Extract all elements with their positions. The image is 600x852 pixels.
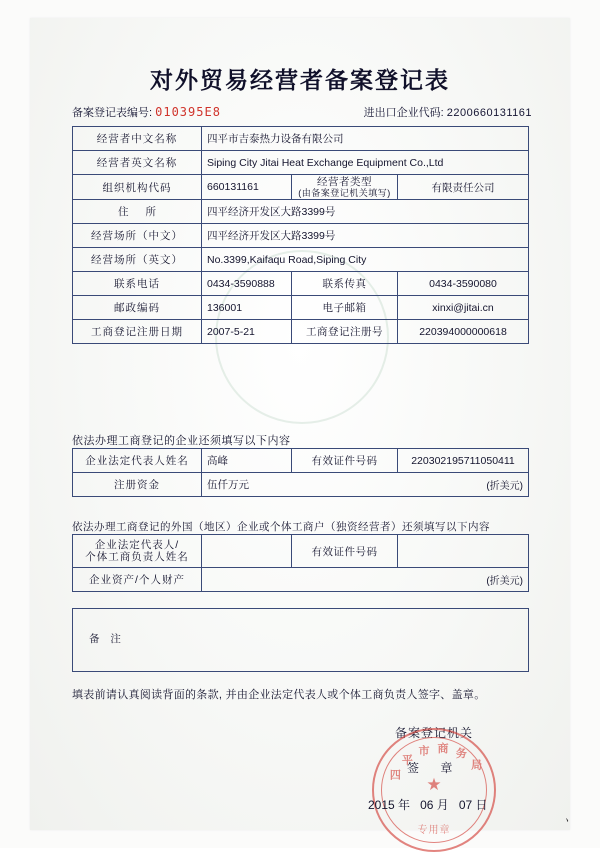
authority-line: 备案登记机关 <box>395 726 474 740</box>
seal-char-6: 局 <box>471 758 483 772</box>
date-year: 2015 <box>368 798 395 812</box>
record-no-group <box>72 104 221 120</box>
date-year-unit: 年 <box>398 798 411 812</box>
table-row-name-cn <box>73 127 529 151</box>
value-fax: 0434-3590080 <box>398 272 529 296</box>
foreign-table <box>72 534 529 592</box>
label-place-cn: 经营场所（中文） <box>73 224 202 248</box>
label-tel: 联系电话 <box>73 272 202 296</box>
table-row-org-code <box>73 175 529 200</box>
date-month-unit: 月 <box>436 798 449 812</box>
signature-line: 签 章 <box>407 761 462 775</box>
value-email: xinxi@jitai.cn <box>398 296 529 320</box>
seal-char-4: 商 <box>437 742 449 756</box>
seal-char-2: 平 <box>401 753 413 767</box>
section-note-domestic: 依法办理工商登记的企业还须填写以下内容 <box>72 435 291 447</box>
seal-char-3: 市 <box>418 744 430 758</box>
import-export-code-value: 2200660131161 <box>446 107 532 119</box>
table-row-capital <box>73 473 529 497</box>
table-row-place-en <box>73 248 529 272</box>
table-row-address <box>73 200 529 224</box>
label-assets: 企业资产/个人财产 <box>73 568 202 592</box>
section-note-foreign: 依法办理工商登记的外国（地区）企业或个体工商户（独资经营者）还须填写以下内容 <box>72 521 490 533</box>
label-id-no: 有效证件号码 <box>292 449 398 473</box>
seal-bottom-text: 专用章 <box>417 825 451 836</box>
label-place-en: 经营场所（英文） <box>73 248 202 272</box>
value-reg-date: 2007-5-21 <box>202 320 292 344</box>
date-line <box>368 796 488 813</box>
table-row-foreign-legal-rep <box>73 535 529 568</box>
seal-char-5: 务 <box>455 747 467 761</box>
value-foreign-id-no <box>398 535 529 568</box>
table-row-assets <box>73 568 529 592</box>
value-place-cn: 四平经济开发区大路3399号 <box>202 224 529 248</box>
label-email: 电子邮箱 <box>292 296 398 320</box>
label-foreign-id-no: 有效证件号码 <box>292 535 398 568</box>
label-capital: 注册资金 <box>73 473 202 497</box>
value-assets-cell <box>202 568 529 592</box>
label-org-code: 组织机构代码 <box>73 175 202 200</box>
table-row-name-en <box>73 151 529 175</box>
assets-unit: (折美元) <box>486 576 523 587</box>
label-legal-rep: 企业法定代表人姓名 <box>73 449 202 473</box>
value-reg-no: 220394000000618 <box>398 320 529 344</box>
label-postcode: 邮政编码 <box>73 296 202 320</box>
table-row-postcode-email <box>73 296 529 320</box>
value-capital-cell <box>202 473 529 497</box>
label-operator-type-line1: 经营者类型 <box>317 176 372 188</box>
seal-char-1: 四 <box>389 768 401 782</box>
table-row-legal-rep <box>73 449 529 473</box>
label-reg-date: 工商登记注册日期 <box>73 320 202 344</box>
label-foreign-legal-rep <box>73 535 202 568</box>
label-name-cn: 经营者中文名称 <box>73 127 202 151</box>
value-name-cn: 四平市吉泰热力设备有限公司 <box>202 127 529 151</box>
pen-mark: 、 <box>563 809 580 827</box>
value-tel: 0434-3590888 <box>202 272 292 296</box>
value-operator-type: 有限责任公司 <box>398 175 529 200</box>
value-legal-rep: 高峰 <box>202 449 292 473</box>
capital-unit: (折美元) <box>486 481 523 492</box>
label-operator-type <box>292 175 398 200</box>
main-form-table <box>72 126 529 344</box>
value-org-code: 660131161 <box>202 175 292 200</box>
subheader <box>72 104 532 120</box>
table-row-reg <box>73 320 529 344</box>
page-title: 对外贸易经营者备案登记表 <box>150 68 450 94</box>
remark-label: 备 注 <box>89 633 125 645</box>
value-name-en: Siping City Jitai Heat Exchange Equipment Co.,Ltd <box>202 151 529 175</box>
import-export-code-group <box>364 104 532 120</box>
value-postcode: 136001 <box>202 296 292 320</box>
record-no-value: 010395E8 <box>155 105 221 119</box>
label-operator-type-line2: (由备案登记机关填写) <box>298 188 391 199</box>
remark-box <box>72 608 529 672</box>
label-foreign-legal-rep-line1: 企业法定代表人/ <box>94 538 180 551</box>
label-fax: 联系传真 <box>292 272 398 296</box>
value-id-no: 220302195711050411 <box>398 449 529 473</box>
domestic-table <box>72 448 529 497</box>
label-foreign-legal-rep-line2: 个体工商负责人姓名 <box>85 551 189 563</box>
import-export-code-label: 进出口企业代码: <box>363 107 444 119</box>
signature-block <box>395 724 473 776</box>
value-place-en: No.3399,Kaifaqu Road,Siping City <box>202 248 529 272</box>
table-row-place-cn <box>73 224 529 248</box>
seal-star-icon: ★ <box>426 775 442 795</box>
date-month: 06 <box>420 798 434 812</box>
table-row-tel-fax <box>73 272 529 296</box>
date-day: 07 <box>458 798 473 812</box>
date-day-unit: 日 <box>475 798 488 812</box>
label-name-en: 经营者英文名称 <box>73 151 202 175</box>
footer-note: 填表前请认真阅读背面的条款, 并由企业法定代表人或个体工商负责人签字、盖章。 <box>72 689 486 701</box>
record-no-label: 备案登记表编号: <box>72 107 153 119</box>
value-capital: 伍仟万元 <box>207 479 249 491</box>
label-address: 住 所 <box>73 200 202 224</box>
label-reg-no: 工商登记注册号 <box>292 320 398 344</box>
value-address: 四平经济开发区大路3399号 <box>202 200 529 224</box>
value-foreign-legal-rep <box>202 535 292 568</box>
